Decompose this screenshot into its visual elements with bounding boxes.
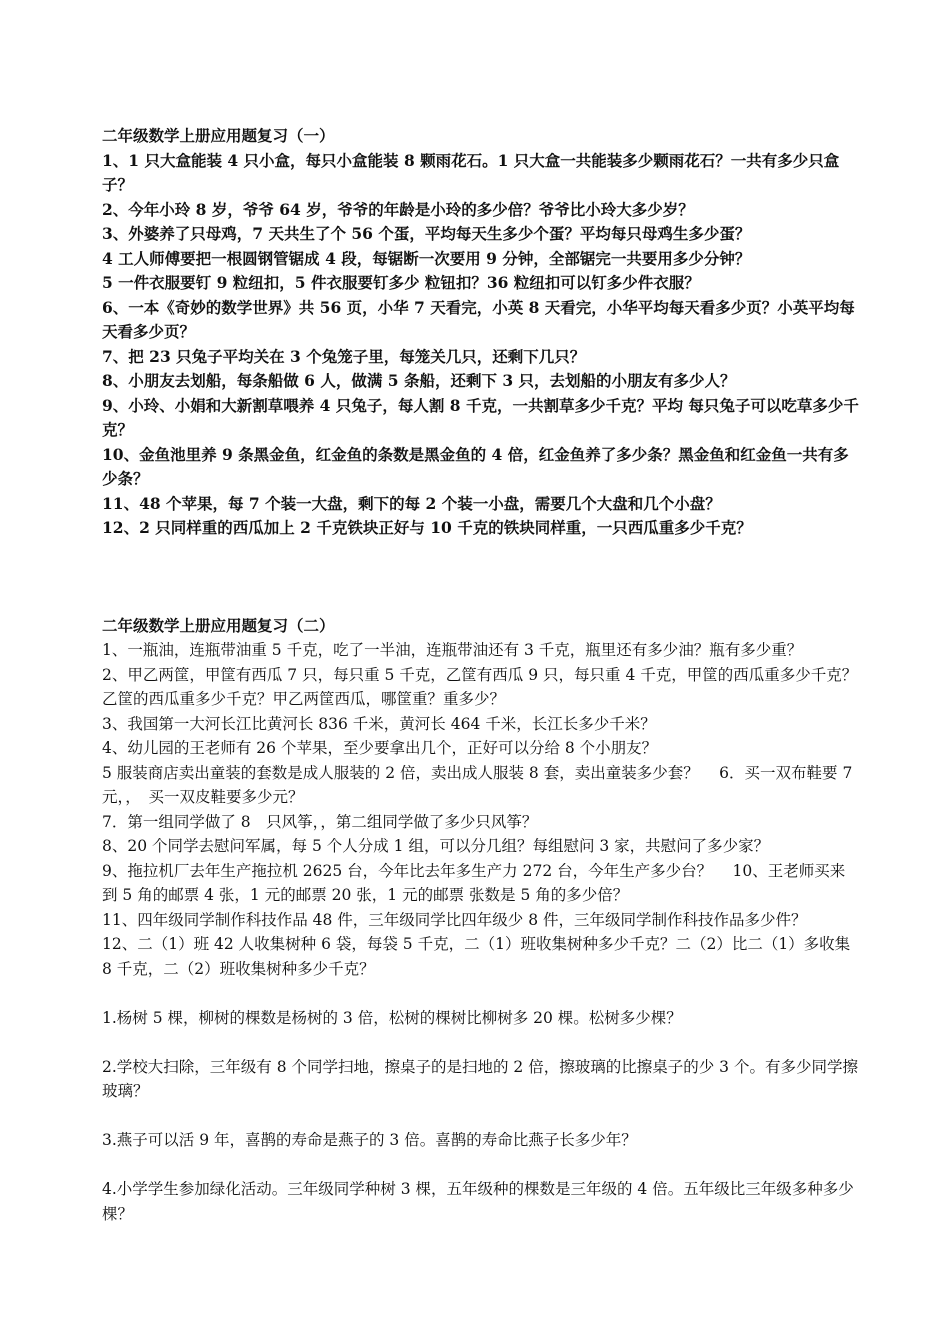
paragraph-gap [102,1030,860,1055]
question-1-1: 1、1 只大盒能装 4 只小盒，每只小盒能装 8 颗雨花石。1 只大盒一共能装多少颗雨花石？一共有多少只盒子？ [102,150,840,194]
question-3-3: 3.燕子可以活 9 年，喜鹊的寿命是燕子的 3 倍。喜鹊的寿命比燕子长多少年？ [102,1131,637,1149]
section-gap [102,541,860,614]
question-3-1: 1.杨树 5 棵，柳树的棵数是杨树的 3 倍，松树的棵树比柳树多 20 棵。松树多少棵？ [102,1008,682,1027]
question-1-7: 7、把 23 只兔子平均关在 3 个兔笼子里，每笼关几只，还剩下几只？ [102,346,586,366]
paragraph-gap [102,981,860,1006]
question-1-11: 11、48 个苹果，每 7 个装一大盘，剩下的每 2 个装一小盘，需要几个大盘和几个小盘？ [102,493,721,513]
question-2-1: 1、一瓶油，连瓶带油重 5 千克，吃了一半油，连瓶带油还有 3 千克，瓶里还有多少油？瓶有多少重？ [102,641,803,659]
question-2-8: 8、20 个同学去慰问军属，每 5 个人分成 1 组，可以分几组？每组慰问 3 家，共慰问了多少家？ [102,837,770,855]
question-2-11: 11、四年级同学制作科技作品 48 件，三年级同学比四年级少 8 件，三年级同学制作科技作品多少件？ [102,910,807,929]
paragraph-gap [102,1104,860,1129]
question-2-2: 2、甲乙两筐，甲筐有西瓜 7 只，每只重 5 千克，乙筐有西瓜 9 只，每只重 4 千克，甲筐的西瓜重多少千克？乙筐的西瓜重多少千克？甲乙两筐西瓜，哪筐重？重多少？ [102,665,858,708]
question-2-5: 5 服装商店卖出童装的套数是成人服装的 2 倍，卖出成人服装 8 套，卖出童装多少套？ 6．买一双布鞋要 7 元，， 买一双皮鞋要多少元？ [102,763,853,806]
section-1 [102,124,860,541]
question-1-2: 2、今年小玲 8 岁，爷爷 64 岁，爷爷的年龄是小玲的多少倍？爷爷比小玲大多少岁？ [102,199,694,219]
section-2-title: 二年级数学上册应用题复习（二） [102,615,335,635]
question-2-4: 4、幼儿园的王老师有 26 个苹果，至少要拿出几个，正好可以分给 8 个小朋友？ [102,739,658,757]
section-1-title: 二年级数学上册应用题复习（一） [102,126,335,145]
question-1-4: 4 工人师傅要把一根圆钢管锯成 4 段，每锯断一次要用 9 分钟，全部锯完一共要用多少分钟？ [102,248,751,268]
question-2-3: 3、我国第一大河长江比黄河长 836 千米，黄河长 464 千米，长江长多少千米？ [102,714,656,733]
question-1-9: 9、小玲、小娟和大新割草喂养 4 只兔子，每人割 8 千克，一共割草多少千克？平均 每只兔子可以吃草多少千克？ [102,395,859,439]
paragraph-gap [102,1153,860,1178]
question-1-12: 12、2 只同样重的西瓜加上 2 千克铁块正好与 10 千克的铁块同样重，一只西瓜重多少千克？ [102,518,752,537]
question-2-7: 7．第一组同学做了 8 只风筝，，第二组同学做了多少只风筝？ [102,812,538,831]
question-3-4: 4.小学学生参加绿化活动。三年级同学种树 3 棵，五年级种的棵数是三年级的 4 倍。五年级比三年级多种多少棵？ [102,1180,854,1223]
question-1-10: 10、金鱼池里养 9 条黑金鱼，红金鱼的条数是黑金鱼的 4 倍，红金鱼养了多少条？黑金鱼和红金鱼一共有多少条？ [102,444,849,488]
question-1-3: 3、外婆养了只母鸡，7 天共生了个 56 个蛋，平均每天生多少个蛋？平均每只母鸡生多少蛋？ [102,224,751,243]
question-1-5: 5 一件衣服要钉 9 粒纽扣，5 件衣服要钉多少 粒钮扣？36 粒纽扣可以钉多少件衣服？ [102,273,700,292]
question-1-8: 8、小朋友去划船，每条船做 6 人，做满 5 条船，还剩下 3 只，去划船的小朋友有多少人？ [102,371,736,390]
question-1-6: 6、一本《奇妙的数学世界》共 56 页，小华 7 天看完，小英 8 天看完，小华平均每天看多少页？小英平均每天看多少页？ [102,297,855,341]
question-3-2: 2.学校大扫除，三年级有 8 个同学扫地，擦桌子的是扫地的 2 倍，擦玻璃的比擦桌子的少 3 个。有多少同学擦玻璃？ [102,1057,858,1100]
section-3 [102,1006,860,1227]
question-2-12: 12、二（1）班 42 人收集树种 6 袋，每袋 5 千克，二（1）班收集树种多少千克？二（2）比二（1）多收集 8 千克，二（2）班收集树种多少千克？ [102,935,851,978]
question-2-9: 9、拖拉机厂去年生产拖拉机 2625 台，今年比去年多生产力 272 台，今年生产多少台？ 10、王老师买来到 5 角的邮票 4 张，1 元的邮票 20 张，1 元的邮票 张数是 5 角的多少倍？ [102,861,846,904]
section-2 [102,614,860,982]
